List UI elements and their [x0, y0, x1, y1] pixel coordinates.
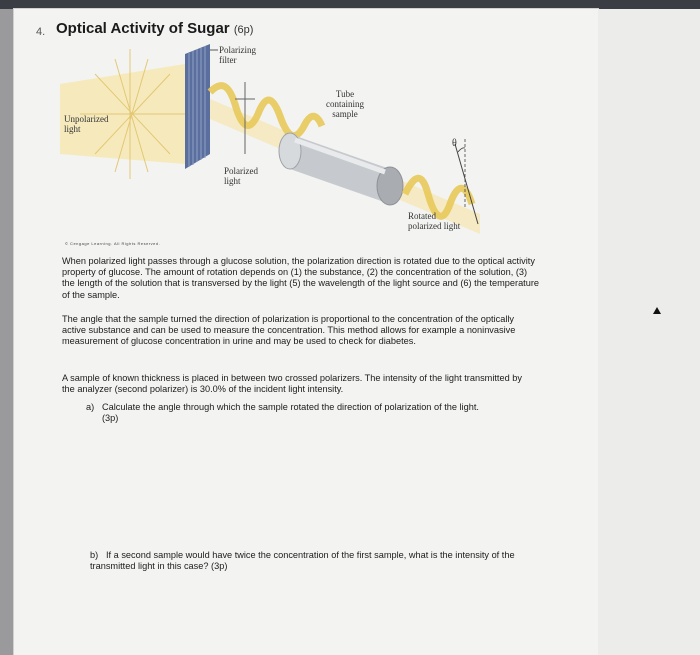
part-b [90, 550, 536, 572]
label-rotated: Rotated polarized light [408, 211, 461, 231]
polarization-diagram [60, 44, 500, 239]
question-points: (6p) [233, 24, 254, 36]
label-unpolarized: Unpolarized light [64, 114, 109, 134]
part-a-text: Calculate the angle through which the sample rotated the direction of polarization of the light. [102, 402, 479, 412]
mouse-cursor [653, 307, 661, 314]
paragraph-concentration: The angle that the sample turned the direction of polarization is proportional to the concentration of the optically active substance and can be used to measure the concentration. This method allows for example a noninvasive measurement of glucose concentration in urine and may be used to check for diabetes. [62, 314, 516, 347]
part-a [86, 402, 536, 424]
part-a-points: (3p) [102, 413, 119, 423]
question-number: 4. [36, 26, 46, 38]
theta-arc [458, 148, 465, 152]
paragraph-intro: When polarized light passes through a glucose solution, the polarization direction is rotated due to the optical activity property of glucose. The amount of rotation depends on (1) the substance, (2) the concentration of the solution, (3) the length of the solution that is transversed by the light (5) the wavelength of the light source and (6) the temperature of the sample. [62, 256, 540, 300]
label-polarizing-filter: Polarizing filter [219, 45, 256, 65]
part-b-marker: b) [90, 550, 99, 560]
question-title-text: Optical Activity of Sugar [56, 20, 230, 37]
right-margin-pane [598, 9, 700, 655]
part-b-points: (3p) [211, 561, 228, 571]
label-tube: Tube containing sample [326, 89, 364, 119]
label-theta: θ [452, 138, 457, 149]
part-b-text: If a second sample would have twice the concentration of the first sample, what is the intensity of the transmitted light in this case? [90, 550, 515, 571]
part-a-marker: a) [86, 402, 95, 412]
question-title [56, 20, 253, 37]
figure-credit: © Cengage Learning. All Rights Reserved. [65, 241, 161, 246]
label-polarized: Polarized light [224, 166, 258, 186]
top-bar [0, 0, 700, 9]
paragraph-setup: A sample of known thickness is placed in between two crossed polarizers. The intensity of the light transmitted by the analyzer (second polarizer) is 30.0% of the incident light intensity. [62, 373, 522, 395]
